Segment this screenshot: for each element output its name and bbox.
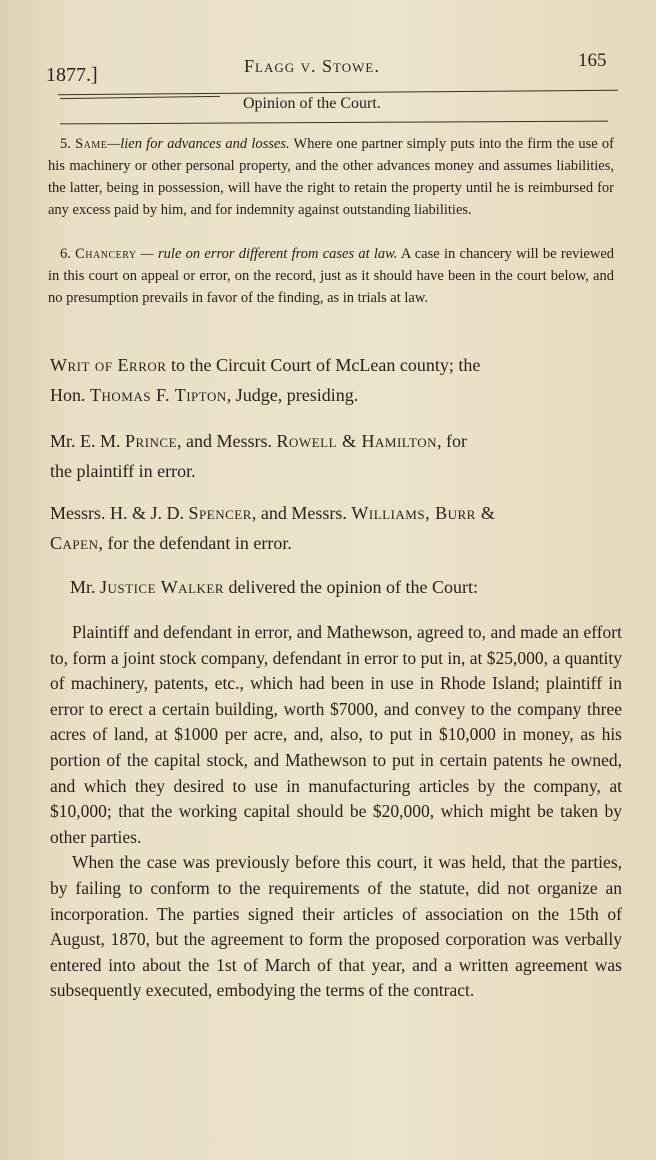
opinion-mr: Mr. bbox=[70, 577, 96, 597]
writ-hon: Hon. bbox=[50, 385, 86, 405]
counsel-role: the plaintiff in error. bbox=[50, 461, 196, 481]
counsel-and: , and Messrs. bbox=[177, 431, 273, 451]
running-title: Flagg v. Stowe. bbox=[244, 56, 380, 76]
section-subheading: Opinion of the Court. bbox=[243, 95, 381, 112]
headnote-topic: — rule on error different from cases at law. bbox=[140, 246, 398, 262]
headnote-text: Where one partner simply puts into the firm the use of his machinery or other personal property, and the other advances money and assumes liabilities, the latter, being in possession, will have the right to retain the property until he is reimbursed for any excess paid by him, and for indemnity against outstanding liabilities. bbox=[48, 136, 614, 218]
counsel-role: , for the defendant in error. bbox=[98, 533, 292, 553]
header-rule-short bbox=[60, 96, 220, 99]
headnote-number: 6. bbox=[60, 246, 71, 262]
opinion-paragraph-1: Plaintiff and defendant in error, and Mathewson, agreed to, and made an effort to, form a joint stock company, defendant in error to put in, at $25,000, a quantity of machinery, patents, etc., which had been in use in Rhode Island; plaintiff in error to erect a certain building, worth $7000, and convey to the company three acres of land, at $1000 per acre, and, also, to put in $10,000 in money, as his portion of the capital stock, and Mathewson to put in certain patents he owned, and which they desired to use in manufacturing articles by the company, at $10,000; that the working capital should be $20,000, which might be taken by other parties. bbox=[50, 622, 622, 847]
writ-text-1: to the Circuit Court of McLean county; the bbox=[170, 355, 481, 375]
counsel-name: Prince bbox=[125, 431, 178, 451]
subheading-rule bbox=[60, 121, 608, 125]
writ-of-error bbox=[50, 350, 480, 410]
opinion-intro-text: delivered the opinion of the Court: bbox=[224, 577, 478, 597]
counsel-plaintiff bbox=[50, 426, 467, 486]
counsel-firm-end: Capen bbox=[50, 533, 99, 553]
headnote-text: A case in chancery will be reviewed in this court on appeal or error, on the record, just as it should have been in the court below, and no presumption prevails in favor of the finding, as in trials at law. bbox=[48, 246, 615, 306]
headnote-topic: —lien for advances and losses. bbox=[107, 136, 290, 152]
counsel-and: , and Messrs. bbox=[251, 503, 347, 523]
counsel-mr: Mr. E. M. bbox=[50, 431, 121, 451]
counsel-name: Spencer bbox=[188, 503, 252, 523]
page-number: 165 bbox=[578, 50, 607, 71]
counsel-firm: Williams, Burr & bbox=[351, 503, 496, 523]
writ-lead: Writ of Error bbox=[50, 355, 167, 375]
opinion-intro bbox=[70, 572, 478, 602]
counsel-defendant bbox=[50, 498, 495, 558]
opinion-paragraph-2: When the case was previously before this court, it was held, that the parties, by failing to conform to the requirements of the statute, did not organize an incorporation. The parties signed their articles of association on the 15th of August, 1870, but the agreement to form the proposed corporation was verbally entered into about the 1st of March of that year, and a written agreement was subsequently executed, embodying the terms of the contract. bbox=[50, 852, 622, 1001]
counsel-firm: Rowell & Hamilton bbox=[276, 431, 438, 451]
counsel-lead: Messrs. H. & J. D. bbox=[50, 503, 185, 523]
opinion-body bbox=[50, 620, 622, 1004]
headnote-5 bbox=[48, 133, 614, 221]
counsel-tail: , for bbox=[437, 431, 468, 451]
year-label: 1877.] bbox=[46, 64, 98, 86]
justice-name: Justice Walker bbox=[100, 577, 225, 597]
headnote-6 bbox=[48, 243, 614, 309]
judge-name: Thomas F. Tipton bbox=[90, 385, 227, 405]
headnote-title: Chancery bbox=[75, 246, 137, 262]
headnote-title: Same bbox=[75, 136, 108, 152]
writ-text-2: , Judge, presiding. bbox=[226, 385, 359, 405]
headnote-number: 5. bbox=[60, 136, 71, 152]
